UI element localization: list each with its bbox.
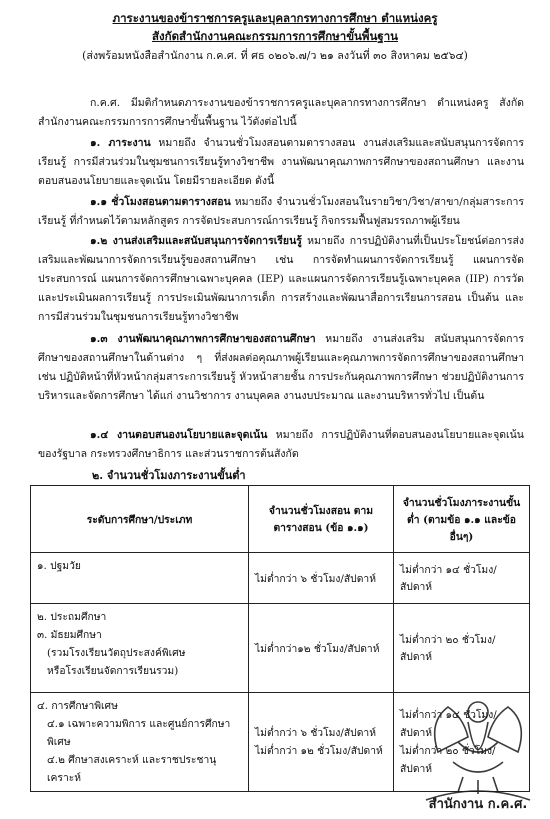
header-minimum-workload: จำนวนชั่วโมงภาระงานขั้นต่ำ (ตามข้อ ๑.๑ และข้ออื่นๆ) [394, 486, 530, 553]
level-cell [31, 553, 249, 604]
level-line: (รวมโรงเรียนวัตถุประสงค์พิเศษ [47, 647, 186, 659]
section-1-3-text: หมายถึง งานส่งเสริม สนับสนุนการจัดการศึกษาของสถานศึกษาในด้านต่าง ๆ ที่ส่งผลต่อคุณภาพผู้เรียนและคุณภาพการจัดการศึกษาของสถานศึกษา เช่น ปฏิบัติหน้าที่หัวหน้ากลุ่มสาระการเรียนรู้ หัวหน้าสายชั้น การประกันคุณภาพการศึกษา ช่วยปฏิบัติงานการบริหารและจัดการศึกษา ได้แก่ งานวิชาการ งานบุคคล งานงบประมาณ และงานบริหารทั่วไป เป็นต้น [38, 333, 524, 402]
section-1-2-label: ๑.๒ งานส่งเสริมและสนับสนุนการจัดการเรียนรู้ [90, 235, 302, 247]
level-line: ๔.๒ ศึกษาสงเคราะห์ และราชประชานุเคราะห์ [47, 754, 217, 784]
section-1-1-label: ๑.๑ ชั่วโมงสอนตามตารางสอน [90, 196, 231, 208]
table-row [31, 604, 530, 693]
teaching-cell: ไม่ต่ำกว่า ๖ ชั่วโมง/สัปดาห์ [249, 553, 394, 604]
section-1-4-text: หมายถึง การปฏิบัติงานที่ตอบสนองนโยบายและจุดเน้นของรัฐบาล กระทรวงศึกษาธิการ และส่วนราชการต้นสังกัด [38, 429, 524, 460]
section-1-label: ๑. ภาระงาน [90, 137, 151, 149]
garuda-seal-stamp [418, 682, 538, 812]
section-1-4-paragraph [38, 426, 524, 464]
document-title-line2: สังกัดสำนักงานคณะกรรมการการศึกษาขั้นพื้นฐาน [151, 29, 399, 43]
section-1-1-text: หมายถึง จำนวนชั่วโมงสอนในรายวิชา/วิชา/สาขา/กลุ่มสาระการเรียนรู้ ที่กำหนดไว้ตามหลักสูตร การจัดประสบการณ์การเรียนรู้ กิจกรรมฟื้นฟูสมรรถภาพผู้เรียน [38, 196, 524, 227]
section-1-2-paragraph [38, 232, 524, 327]
section-1-3-label: ๑.๓ งานพัฒนาคุณภาพการศึกษาของสถานศึกษา [90, 333, 316, 345]
section-1-3-paragraph [38, 330, 524, 406]
teaching-line: ไม่ต่ำกว่า ๑๒ ชั่วโมง/สัปดาห์ [255, 745, 383, 757]
level-line: ๓. มัธยมศึกษา [37, 629, 102, 641]
section-1-text: หมายถึง จำนวนชั่วโมงสอนตามตารางสอน งานส่งเสริมและสนับสนุนการจัดการเรียนรู้ การมีส่วนร่วมในชุมชนการเรียนรู้ทางวิชาชีพ งานพัฒนาคุณภาพการศึกษาของสถานศึกษา และงานตอบสนองนโยบายและจุดเน้น โดยมีรายละเอียด ดังนี้ [38, 137, 524, 187]
level-cell [31, 604, 249, 693]
header-level: ระดับการศึกษา/ประเภท [31, 486, 249, 553]
document-reference-line: (ส่งพร้อมหนังสือสำนักงาน ก.ค.ศ. ที่ ศธ ๐๒๐๖.๗/ว ๒๑ ลงวันที่ ๓๐ สิงหาคม ๒๕๖๔) [82, 49, 468, 62]
table-header-row [31, 486, 530, 553]
teaching-line: ไม่ต่ำกว่า ๖ ชั่วโมง/สัปดาห์ [255, 727, 376, 739]
section-1-2-text: หมายถึง การปฏิบัติงานที่เป็นประโยชน์ต่อการส่งเสริมและพัฒนาการจัดการเรียนรู้ของสถานศึกษา เช่น การจัดทำแผนการจัดการเรียนรู้ แผนการจัดประสบการณ์ แผนการจัดการศึกษาเฉพาะบุคคล (IEP) และแผนการจัดการเรียนรู้เฉพาะบุคคล (IIP) การวัดและประเมินผลการเรียนรู้ การประเมินพัฒนาการเด็ก การสร้างและพัฒนาสื่อการเรียนการสอน เป็นต้น และการมีส่วนร่วมในชุมชนการเรียนรู้ทางวิชาชีพ [38, 235, 524, 323]
header-teaching-hours: จำนวนชั่วโมงสอน ตามตารางสอน (ข้อ ๑.๑) [249, 486, 394, 553]
section-1-1-paragraph [38, 193, 524, 231]
level-line: ๑. ปฐมวัย [37, 560, 81, 572]
seal-text: สำนักงาน ก.ค.ศ. [428, 797, 528, 812]
intro-paragraph: ก.ค.ศ. มีมติกำหนดภาระงานของข้าราชการครูและบุคลากรทางการศึกษา ตำแหน่งครู สังกัดสำนักงานคณะกรรมการการศึกษาขั้นพื้นฐาน ไว้ดังต่อไปนี้ [38, 97, 524, 128]
level-line: ๒. ประถมศึกษา [37, 611, 107, 623]
section-1-paragraph [38, 134, 524, 191]
workload-cell: ไม่ต่ำกว่า ๒๐ ชั่วโมง/สัปดาห์ [394, 604, 530, 693]
level-cell [31, 693, 249, 792]
workload-line: ไม่ต่ำกว่า ๑๔ ชั่วโมง/สัปดาห์ [400, 709, 497, 739]
workload-cell: ไม่ต่ำกว่า ๑๔ ชั่วโมง/สัปดาห์ [394, 553, 530, 604]
document-title-line1: ภาระงานของข้าราชการครูและบุคลากรทางการศึกษา ตำแหน่งครู [112, 11, 438, 25]
teaching-cell: ไม่ต่ำกว่า๑๒ ชั่วโมง/สัปดาห์ [249, 604, 394, 693]
level-line: ๔. การศึกษาพิเศษ [37, 700, 118, 712]
teaching-cell [249, 693, 394, 792]
section-1-4-label: ๑.๔ งานตอบสนองนโยบายและจุดเน้น [90, 429, 268, 441]
workload-line: ไม่ต่ำกว่า ๒๐ ชั่วโมง/สัปดาห์ [400, 745, 496, 775]
level-line: หรือโรงเรียนจัดการเรียนรวม) [47, 665, 179, 677]
section-2-heading: ๒. จำนวนชั่วโมงภาระงานขั้นต่ำ [92, 469, 246, 482]
table-row [31, 553, 530, 604]
level-line: ๔.๑ เฉพาะความพิการ และศูนย์การศึกษาพิเศษ [47, 718, 231, 748]
